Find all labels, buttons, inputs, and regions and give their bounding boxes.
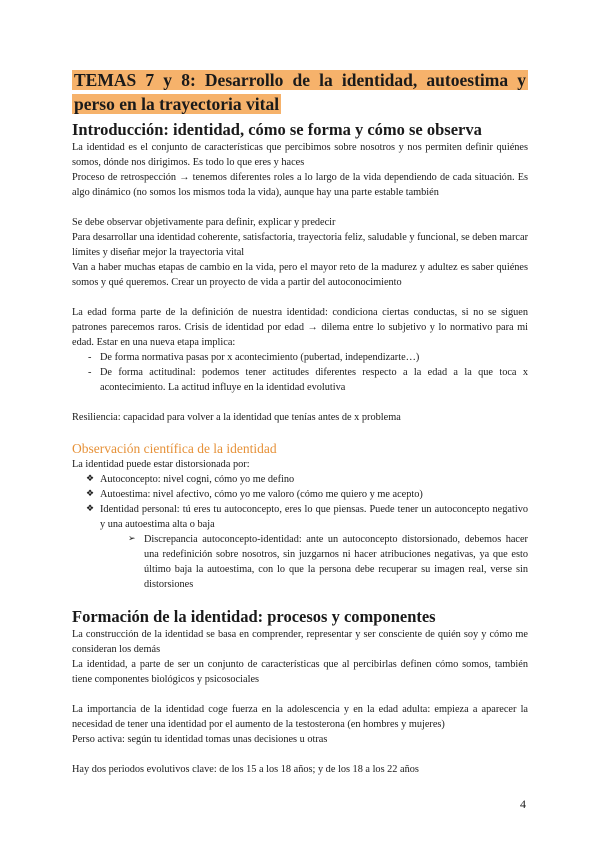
intro-paragraph: Se debe observar objetivamente para definir, explicar y predecir <box>72 217 336 228</box>
formation-paragraph: La construcción de la identidad se basa en comprender, representar y ser consciente de quién soy y cómo me consideran los demás <box>72 629 528 655</box>
observation-paragraph: La identidad puede estar distorsionada por: <box>72 459 250 470</box>
formation-paragraph: Perso activa: según tu identidad tomas unas decisiones u otras <box>72 734 328 745</box>
list-item: ❖ Autoestima: nivel afectivo, cómo yo me valoro (cómo me quiero y me acepto) <box>72 487 528 502</box>
formation-heading: Formación de la identidad: procesos y componentes <box>72 607 436 626</box>
page-number: 4 <box>520 797 526 811</box>
formation-paragraph: La identidad, a parte de ser un conjunto de características que al percibirlas definen cómo somos, también tiene componentes biológicos y psicosociales <box>72 659 528 685</box>
intro-paragraph: La edad forma parte de la definición de nuestra identidad: condiciona ciertas conductas, si no se siguen patrones parecemos raros. Crisis de identidad por edad → dilema entre lo subjetivo y lo normativo para mi edad. Estar en una nueva etapa implica: <box>72 307 528 348</box>
list-item: ➢ Discrepancia autoconcepto-identidad: ante un autoconcepto distorsionado, debemos hacer una redefinición sobre nosotros, sin juzgarnos ni hacer atribuciones negativas, ya que esto último baja la autoestima, con lo que la persona debe recuperar su imagen real, verse sin distorsiones <box>72 532 528 592</box>
list-item: ❖ Identidad personal: tú eres tu autoconcepto, eres lo que piensas. Puede tener un autoconcepto negativo y una autoestima alta o baja <box>72 502 528 532</box>
formation-paragraph: La importancia de la identidad coge fuerza en la adolescencia y en la edad adulta: empieza a aparecer la necesidad de tener una identidad por el aumento de la testosterona (en hombres y mujeres) <box>72 704 528 730</box>
intro-paragraph: Para desarrollar una identidad coherente, satisfactoria, trayectoria feliz, saludable y funcional, se deben marcar límites y diseñar mejor la trayectoria vital <box>72 232 528 258</box>
intro-paragraph: Van a haber muchas etapas de cambio en la vida, pero el mayor reto de la madurez y adultez es saber quiénes somos y qué queremos. Crear un proyecto de vida a partir del autoconocimiento <box>72 262 528 288</box>
intro-heading: Introducción: identidad, cómo se forma y cómo se observa <box>72 120 482 139</box>
discrepancy-list <box>72 532 528 592</box>
list-item: - De forma actitudinal: podemos tener actitudes diferentes respecto a la edad a la que toca x acontecimiento. La actitud influye en la identidad evolutiva <box>72 365 528 395</box>
list-item: ❖ Autoconcepto: nivel cogni, cómo yo me defino <box>72 472 528 487</box>
age-list <box>72 350 528 395</box>
intro-paragraph: Resiliencia: capacidad para volver a la identidad que tenías antes de x problema <box>72 412 401 423</box>
list-item: - De forma normativa pasas por x acontecimiento (pubertad, independizarte…) <box>72 350 528 365</box>
formation-paragraph: Hay dos periodos evolutivos clave: de los 15 a los 18 años; y de los 18 a los 22 años <box>72 764 419 775</box>
observation-heading: Observación científica de la identidad <box>72 441 277 456</box>
title-block <box>72 68 528 116</box>
intro-paragraph: La identidad es el conjunto de características que percibimos sobre nosotros y nos permiten definir quiénes somos, dónde nos dirigimos. Es todo lo que eres y haces <box>72 142 528 168</box>
document-title: TEMAS 7 y 8: Desarrollo de la identidad, autoestima y perso en la trayectoria vital <box>74 70 526 114</box>
intro-paragraph: Proceso de retrospección → tenemos diferentes roles a lo largo de la vida dependiendo de cada situación. Es algo dinámico (no somos los mismos toda la vida), aunque hay una parte estable también <box>72 172 528 198</box>
distortion-list <box>72 472 528 532</box>
document-page <box>72 68 528 777</box>
